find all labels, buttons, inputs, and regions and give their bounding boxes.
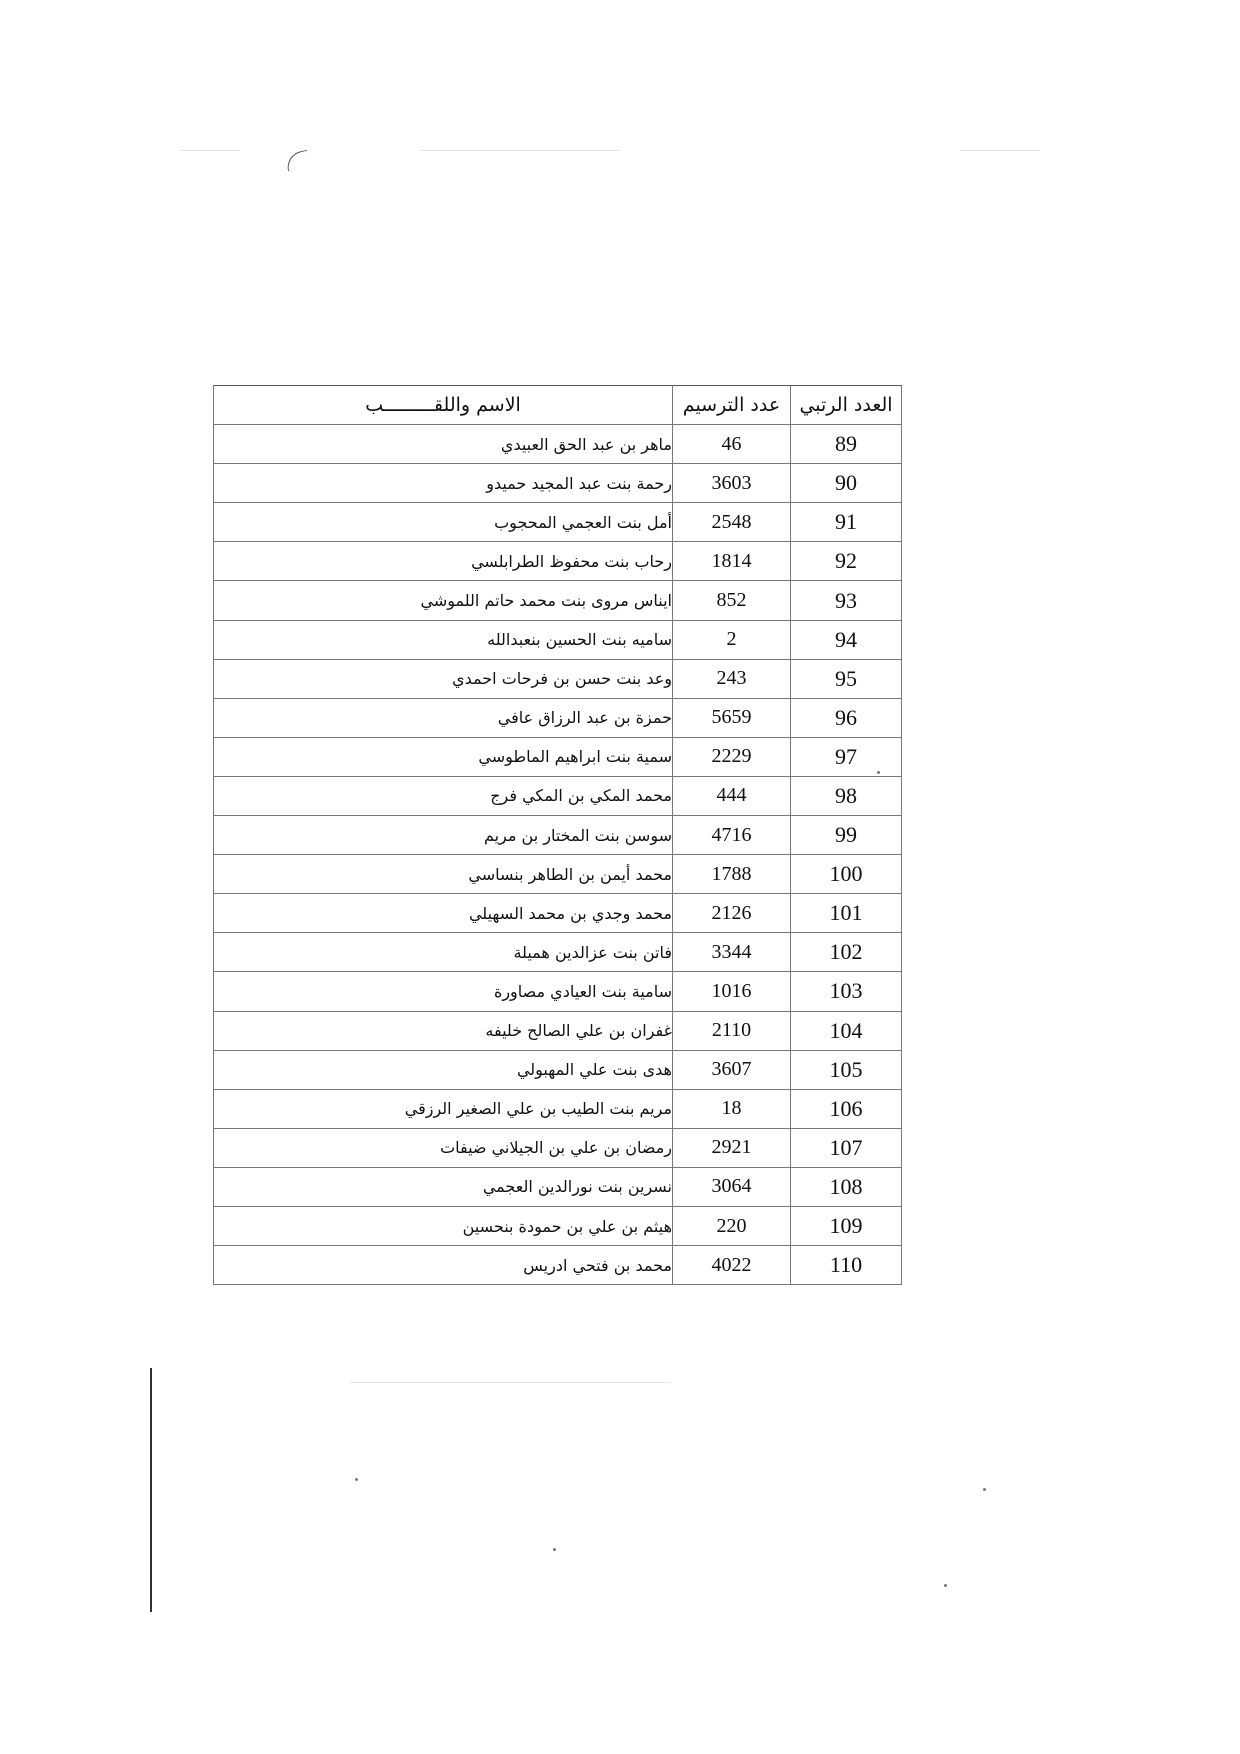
registration-number-cell: 3603 <box>673 464 791 503</box>
registration-number-cell: 2921 <box>673 1128 791 1167</box>
registration-number-cell: 3344 <box>673 933 791 972</box>
scan-speck <box>553 1548 556 1551</box>
full-name-cell: محمد بن فتحي ادريس <box>214 1246 673 1285</box>
scan-edge-line <box>420 150 620 151</box>
full-name-cell: سوسن بنت المختار بن مريم <box>214 816 673 855</box>
registration-number-cell: 2 <box>673 620 791 659</box>
serial-number-cell: 102 <box>791 933 902 972</box>
scan-speck <box>983 1488 986 1491</box>
full-name-cell: رمضان بن علي بن الجيلاني ضيفات <box>214 1128 673 1167</box>
table-row <box>214 620 902 659</box>
full-name-cell: رحاب بنت محفوظ الطرابلسي <box>214 542 673 581</box>
serial-number-cell: 90 <box>791 464 902 503</box>
table-row <box>214 464 902 503</box>
full-name-cell: محمد أيمن بن الطاهر بنساسي <box>214 855 673 894</box>
serial-number-cell: 105 <box>791 1050 902 1089</box>
serial-number-cell: 106 <box>791 1089 902 1128</box>
table-row <box>214 816 902 855</box>
registration-number-header: عدد الترسيم <box>673 386 791 425</box>
registration-number-cell: 18 <box>673 1089 791 1128</box>
table-row <box>214 698 902 737</box>
full-name-cell: ساميه بنت الحسين بنعبدالله <box>214 620 673 659</box>
table-row <box>214 581 902 620</box>
serial-number-cell: 96 <box>791 698 902 737</box>
table-row <box>214 1167 902 1206</box>
registration-number-cell: 3064 <box>673 1167 791 1206</box>
registration-number-cell: 1788 <box>673 855 791 894</box>
registration-number-cell: 852 <box>673 581 791 620</box>
full-name-cell: محمد المكي بن المكي فرج <box>214 776 673 815</box>
registration-number-cell: 243 <box>673 659 791 698</box>
full-name-cell: أمل بنت العجمي المحجوب <box>214 503 673 542</box>
serial-number-cell: 107 <box>791 1128 902 1167</box>
registration-number-cell: 2126 <box>673 894 791 933</box>
scan-edge-line <box>180 150 240 151</box>
table-row <box>214 1246 902 1285</box>
full-name-cell: غفران بن علي الصالح خليفه <box>214 1011 673 1050</box>
full-name-cell: حمزة بن عبد الرزاق عافي <box>214 698 673 737</box>
scan-edge-line <box>350 1382 670 1383</box>
registration-number-cell: 2229 <box>673 737 791 776</box>
table-row <box>214 542 902 581</box>
serial-number-cell: 99 <box>791 816 902 855</box>
registration-number-cell: 3607 <box>673 1050 791 1089</box>
full-name-cell: هدى بنت علي المهبولي <box>214 1050 673 1089</box>
table-row <box>214 776 902 815</box>
scan-speck <box>944 1584 947 1587</box>
scan-speck <box>355 1478 358 1481</box>
serial-number-cell: 100 <box>791 855 902 894</box>
student-roster-table <box>213 385 902 1285</box>
full-name-cell: محمد وجدي بن محمد السهيلي <box>214 894 673 933</box>
serial-number-cell: 103 <box>791 972 902 1011</box>
serial-number-cell: 104 <box>791 1011 902 1050</box>
registration-number-cell: 4716 <box>673 816 791 855</box>
table-row <box>214 503 902 542</box>
registration-number-cell: 444 <box>673 776 791 815</box>
pen-mark <box>284 150 310 171</box>
table-body <box>214 425 902 1285</box>
serial-number-cell: 101 <box>791 894 902 933</box>
registration-number-cell: 220 <box>673 1206 791 1245</box>
full-name-cell: نسرين بنت نورالدين العجمي <box>214 1167 673 1206</box>
full-name-cell: مريم بنت الطيب بن علي الصغير الرزقي <box>214 1089 673 1128</box>
full-name-cell: ايناس مروى بنت محمد حاتم اللموشي <box>214 581 673 620</box>
serial-number-cell: 91 <box>791 503 902 542</box>
table-row <box>214 1011 902 1050</box>
table-row <box>214 1050 902 1089</box>
serial-number-cell: 110 <box>791 1246 902 1285</box>
full-name-cell: رحمة بنت عبد المجيد حميدو <box>214 464 673 503</box>
registration-number-cell: 46 <box>673 425 791 464</box>
registration-number-cell: 2110 <box>673 1011 791 1050</box>
serial-number-cell: 108 <box>791 1167 902 1206</box>
serial-number-cell: 109 <box>791 1206 902 1245</box>
table-row <box>214 972 902 1011</box>
serial-number-cell: 97 <box>791 737 902 776</box>
table-row <box>214 425 902 464</box>
serial-number-cell: 89 <box>791 425 902 464</box>
table-row <box>214 1128 902 1167</box>
full-name-cell: فاتن بنت عزالدين هميلة <box>214 933 673 972</box>
table-row <box>214 1089 902 1128</box>
serial-number-cell: 93 <box>791 581 902 620</box>
full-name-cell: وعد بنت حسن بن فرحات احمدي <box>214 659 673 698</box>
table-row <box>214 1206 902 1245</box>
scan-margin-line <box>150 1368 152 1612</box>
registration-number-cell: 1016 <box>673 972 791 1011</box>
scan-edge-line <box>960 150 1040 151</box>
registration-number-cell: 1814 <box>673 542 791 581</box>
table-row <box>214 933 902 972</box>
table-header-row <box>214 386 902 425</box>
full-name-cell: هيثم بن علي بن حمودة بنحسين <box>214 1206 673 1245</box>
full-name-cell: سمية بنت ابراهيم الماطوسي <box>214 737 673 776</box>
serial-number-header: العدد الرتبي <box>791 386 902 425</box>
registration-number-cell: 4022 <box>673 1246 791 1285</box>
full-name-cell: سامية بنت العيادي مصاورة <box>214 972 673 1011</box>
full-name-header: الاسم واللقـــــــــب <box>214 386 673 425</box>
registration-number-cell: 5659 <box>673 698 791 737</box>
serial-number-cell: 94 <box>791 620 902 659</box>
table-row <box>214 659 902 698</box>
serial-number-cell: 98 <box>791 776 902 815</box>
table-row <box>214 894 902 933</box>
full-name-cell: ماهر بن عبد الحق العبيدي <box>214 425 673 464</box>
serial-number-cell: 95 <box>791 659 902 698</box>
table-row <box>214 855 902 894</box>
table-row <box>214 737 902 776</box>
serial-number-cell: 92 <box>791 542 902 581</box>
registration-number-cell: 2548 <box>673 503 791 542</box>
